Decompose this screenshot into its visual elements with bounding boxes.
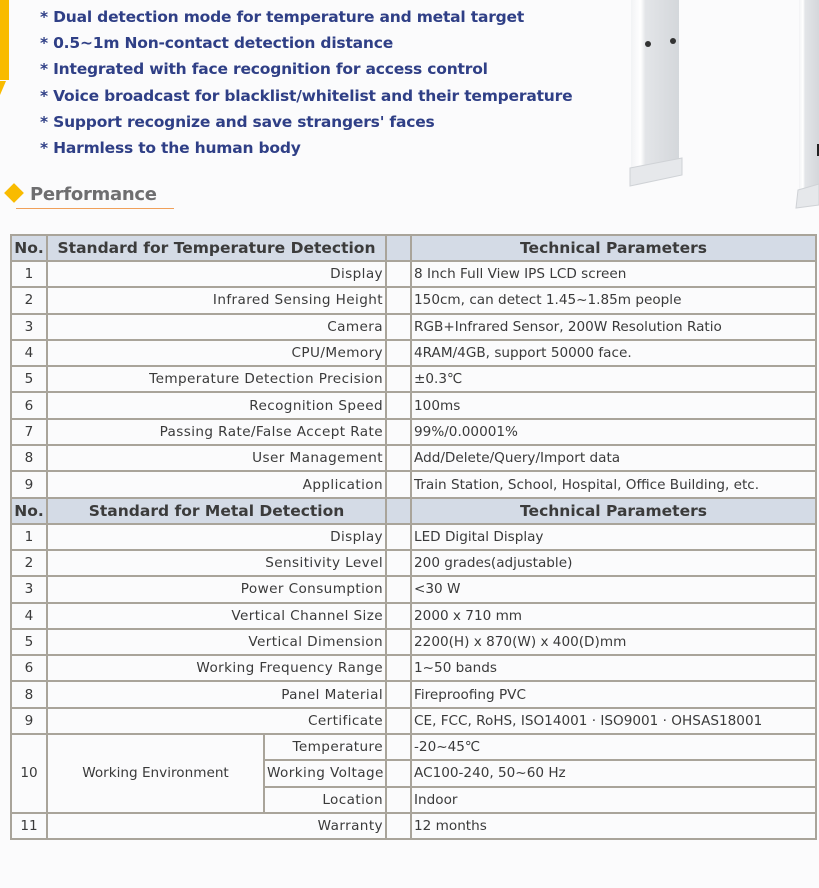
- table-row: [11, 471, 816, 497]
- row-number: 6: [11, 655, 47, 681]
- feature-item: * 0.5~1m Non-contact detection distance: [40, 34, 394, 53]
- table-row: [11, 734, 816, 760]
- row-value: ±0.3℃: [411, 366, 816, 392]
- header-no: No.: [11, 235, 47, 261]
- row-spacer: [386, 314, 411, 340]
- row-number: 6: [11, 392, 47, 418]
- table-row: [11, 314, 816, 340]
- header-params: Technical Parameters: [411, 235, 816, 261]
- row-spacer: [386, 655, 411, 681]
- row-item: CPU/Memory: [47, 340, 386, 366]
- row-spacer: [386, 813, 411, 839]
- row-number: 3: [11, 314, 47, 340]
- row-spacer: [386, 576, 411, 602]
- row-number: 5: [11, 629, 47, 655]
- row-value: 12 months: [411, 813, 816, 839]
- row-spacer: [386, 392, 411, 418]
- product-image-walkthrough-gate: [590, 0, 819, 215]
- row-spacer: [386, 261, 411, 287]
- table-row: [11, 445, 816, 471]
- row-spacer: [386, 340, 411, 366]
- header-standard: Standard for Temperature Detection: [47, 235, 386, 261]
- row-value: CE, FCC, RoHS, ISO14001 · ISO9001 · OHSAS18001: [411, 708, 816, 734]
- row-item: Warranty: [47, 813, 386, 839]
- section-title-label: Performance: [30, 184, 157, 205]
- diamond-icon: [4, 183, 24, 203]
- row-spacer: [386, 787, 411, 813]
- row-item: Application: [47, 471, 386, 497]
- row-number: 4: [11, 340, 47, 366]
- row-value: 100ms: [411, 392, 816, 418]
- row-item: Infrared Sensing Height: [47, 287, 386, 313]
- row-number: 11: [11, 813, 47, 839]
- row-number: 4: [11, 603, 47, 629]
- row-spacer: [386, 603, 411, 629]
- row-number: 8: [11, 445, 47, 471]
- row-number: 7: [11, 419, 47, 445]
- feature-item: * Dual detection mode for temperature and metal target: [40, 8, 525, 26]
- row-value: 99%/0.00001%: [411, 419, 816, 445]
- row-spacer: [386, 708, 411, 734]
- row-number: 10: [11, 734, 47, 813]
- row-number: 8: [11, 681, 47, 707]
- row-item: User Management: [47, 445, 386, 471]
- row-value: 1~50 bands: [411, 655, 816, 681]
- row-number: 1: [11, 524, 47, 550]
- row-spacer: [386, 445, 411, 471]
- table-header-row: [11, 498, 816, 524]
- row-value: 4RAM/4GB, support 50000 face.: [411, 340, 816, 366]
- spec-table: [10, 234, 817, 840]
- environment-item: Working Voltage: [264, 760, 386, 786]
- row-item: Temperature Detection Precision: [47, 366, 386, 392]
- section-title-underline: [16, 208, 174, 209]
- row-item: Sensitivity Level: [47, 550, 386, 576]
- row-spacer: [386, 734, 411, 760]
- table-row: [11, 287, 816, 313]
- accent-triangle: [0, 81, 6, 95]
- row-item: Display: [47, 261, 386, 287]
- row-spacer: [386, 629, 411, 655]
- header-spacer: [386, 235, 411, 261]
- row-spacer: [386, 366, 411, 392]
- table-row: [11, 576, 816, 602]
- row-value: 8 Inch Full View IPS LCD screen: [411, 261, 816, 287]
- accent-bar: [0, 0, 9, 80]
- row-number: 5: [11, 366, 47, 392]
- header-params: Technical Parameters: [411, 498, 816, 524]
- row-item: Vertical Dimension: [47, 629, 386, 655]
- row-spacer: [386, 419, 411, 445]
- table-row: [11, 708, 816, 734]
- row-value: <30 W: [411, 576, 816, 602]
- table-row: [11, 340, 816, 366]
- row-item: Vertical Channel Size: [47, 603, 386, 629]
- row-item: Display: [47, 524, 386, 550]
- header-spacer: [386, 498, 411, 524]
- gate-pillar-left: [630, 0, 682, 186]
- feature-item: * Voice broadcast for blacklist/whitelist and their temperature: [40, 86, 573, 105]
- table-row: [11, 261, 816, 287]
- gate-pillar-right: [796, 0, 819, 208]
- row-value: Fireproofing PVC: [411, 681, 816, 707]
- row-spacer: [386, 524, 411, 550]
- environment-value: AC100-240, 50~60 Hz: [411, 760, 816, 786]
- row-spacer: [386, 287, 411, 313]
- feature-item: * Harmless to the human body: [40, 139, 301, 158]
- feature-list: [40, 4, 572, 161]
- table-row: [11, 419, 816, 445]
- row-value: 200 grades(adjustable): [411, 550, 816, 576]
- row-item: Working Frequency Range: [47, 655, 386, 681]
- table-row: [11, 550, 816, 576]
- table-row: [11, 655, 816, 681]
- row-number: 1: [11, 261, 47, 287]
- row-number: 2: [11, 287, 47, 313]
- row-spacer: [386, 550, 411, 576]
- table-row: [11, 392, 816, 418]
- feature-item: * Support recognize and save strangers' faces: [40, 112, 435, 131]
- table-row: [11, 603, 816, 629]
- environment-value: -20~45℃: [411, 734, 816, 760]
- table-row: [11, 681, 816, 707]
- row-value: Train Station, School, Hospital, Office Building, etc.: [411, 471, 816, 497]
- row-item: Passing Rate/False Accept Rate: [47, 419, 386, 445]
- row-spacer: [386, 471, 411, 497]
- row-value: LED Digital Display: [411, 524, 816, 550]
- row-item: Power Consumption: [47, 576, 386, 602]
- row-value: 2200(H) x 870(W) x 400(D)mm: [411, 629, 816, 655]
- row-value: 150cm, can detect 1.45~1.85m people: [411, 287, 816, 313]
- environment-item: Location: [264, 787, 386, 813]
- table-row: [11, 524, 816, 550]
- environment-item: Temperature: [264, 734, 386, 760]
- row-spacer: [386, 681, 411, 707]
- row-item: Panel Material: [47, 681, 386, 707]
- row-item: Certificate: [47, 708, 386, 734]
- feature-item: * Integrated with face recognition for access control: [40, 60, 488, 79]
- row-value: 2000 x 710 mm: [411, 603, 816, 629]
- row-number: 3: [11, 576, 47, 602]
- row-value: Add/Delete/Query/Import data: [411, 445, 816, 471]
- table-row: [11, 366, 816, 392]
- performance-section-title: [4, 184, 174, 210]
- row-number: 2: [11, 550, 47, 576]
- table-row: [11, 813, 816, 839]
- row-item: Camera: [47, 314, 386, 340]
- header-standard: Standard for Metal Detection: [47, 498, 386, 524]
- row-value: RGB+Infrared Sensor, 200W Resolution Ratio: [411, 314, 816, 340]
- environment-label: Working Environment: [47, 734, 264, 813]
- header-no: No.: [11, 498, 47, 524]
- row-spacer: [386, 760, 411, 786]
- table-row: [11, 629, 816, 655]
- table-header-row: [11, 235, 816, 261]
- row-number: 9: [11, 708, 47, 734]
- row-item: Recognition Speed: [47, 392, 386, 418]
- environment-value: Indoor: [411, 787, 816, 813]
- row-number: 9: [11, 471, 47, 497]
